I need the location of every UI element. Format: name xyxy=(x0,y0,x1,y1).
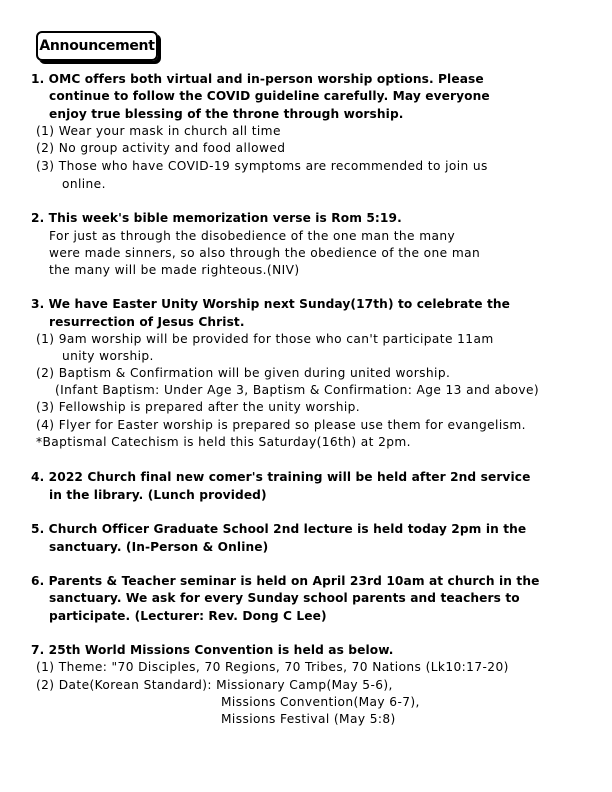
item-7-line-1: 7. 25th World Missions Convention is held as below. xyxy=(31,643,394,657)
item-3-line-1: 3. We have Easter Unity Worship next Sunday(17th) to celebrate the xyxy=(31,297,511,311)
item-1-line-1: 1. OMC offers both virtual and in-person worship options. Please xyxy=(31,72,484,86)
item-1-line-3: enjoy true blessing of the throne through worship. xyxy=(49,107,404,121)
item-2-verse-3: the many will be made righteous.(NIV) xyxy=(49,263,300,277)
item-3-sub-7: *Baptismal Catechism is held this Saturday(16th) at 2pm. xyxy=(36,435,411,449)
item-1-sub-4: online. xyxy=(62,177,106,191)
item-4-line-1: 4. 2022 Church final new comer's training will be held after 2nd service xyxy=(31,470,531,484)
item-2-verse-1: For just as through the disobedience of the one man the many xyxy=(49,229,456,243)
item-5-line-1: 5. Church Officer Graduate School 2nd lecture is held today 2pm in the xyxy=(31,522,527,536)
item-4-line-2: in the library. (Lunch provided) xyxy=(49,488,267,502)
item-3-sub-1: (1) 9am worship will be provided for those who can't participate 11am xyxy=(36,332,494,346)
item-7-sub-4: Missions Festival (May 5:8) xyxy=(221,712,396,726)
item-2-verse-2: were made sinners, so also through the obedience of the one man xyxy=(49,246,481,260)
item-3-sub-2: unity worship. xyxy=(62,349,154,363)
item-6-line-3: participate. (Lecturer: Rev. Dong C Lee) xyxy=(49,609,327,623)
announcement-title: Announcement xyxy=(36,31,158,61)
item-1-sub-3: (3) Those who have COVID-19 symptoms are recommended to join us xyxy=(36,159,488,173)
item-5-line-2: sanctuary. (In-Person & Online) xyxy=(49,540,269,554)
item-1-sub-1: (1) Wear your mask in church all time xyxy=(36,124,281,138)
item-7-sub-2: (2) Date(Korean Standard): Missionary Camp(May 5-6), xyxy=(36,678,393,692)
item-7-sub-3: Missions Convention(May 6-7), xyxy=(221,695,420,709)
item-2-line-1: 2. This week's bible memorization verse is Rom 5:19. xyxy=(31,211,402,225)
item-6-line-1: 6. Parents & Teacher seminar is held on April 23rd 10am at church in the xyxy=(31,574,540,588)
item-3-sub-4: (Infant Baptism: Under Age 3, Baptism & Confirmation: Age 13 and above) xyxy=(55,383,540,397)
item-3-sub-5: (3) Fellowship is prepared after the unity worship. xyxy=(36,400,361,414)
item-6-line-2: sanctuary. We ask for every Sunday school parents and teachers to xyxy=(49,591,520,605)
item-3-sub-6: (4) Flyer for Easter worship is prepared so please use them for evangelism. xyxy=(36,418,526,432)
item-3-sub-3: (2) Baptism & Confirmation will be given during united worship. xyxy=(36,366,451,380)
item-7-sub-1: (1) Theme: "70 Disciples, 70 Regions, 70 Tribes, 70 Nations (Lk10:17-20) xyxy=(36,660,509,674)
item-3-line-2: resurrection of Jesus Christ. xyxy=(49,315,245,329)
item-1-sub-2: (2) No group activity and food allowed xyxy=(36,141,286,155)
item-1-line-2: continue to follow the COVID guideline carefully. May everyone xyxy=(49,89,490,103)
